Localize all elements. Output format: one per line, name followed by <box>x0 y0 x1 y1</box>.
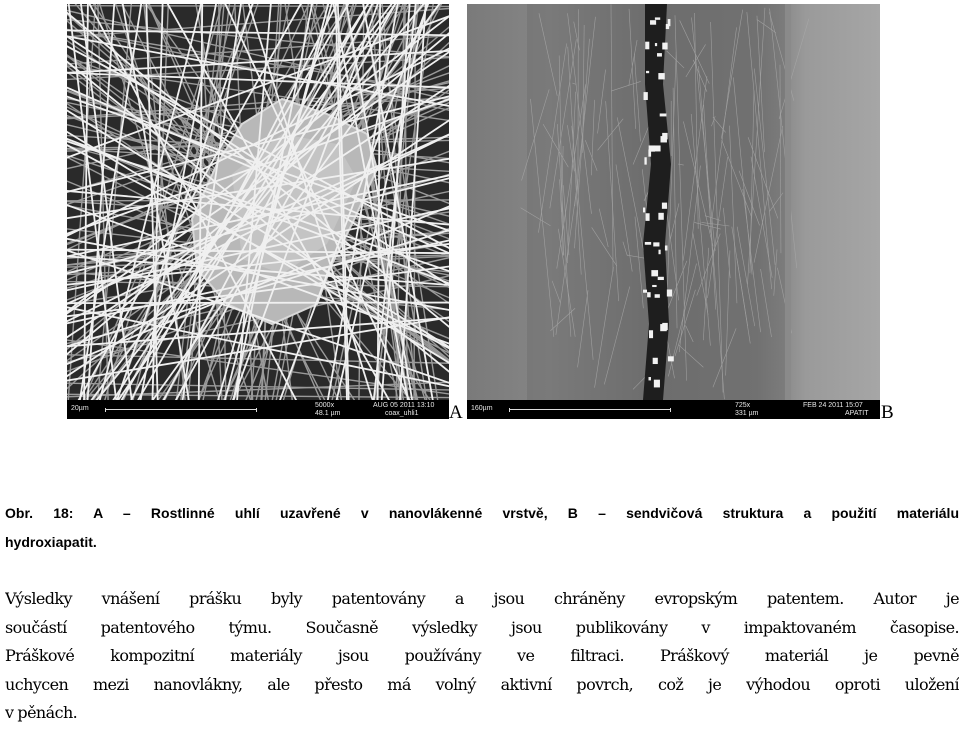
scale-bar <box>509 408 671 412</box>
sem-databar-a <box>67 400 449 419</box>
magnification: 725x <box>735 402 751 409</box>
sem-databar-b <box>467 400 880 419</box>
caption-line: Obr. 18: A – Rostlinné uhlí uzavřené v nanovlákenné vrstvě, B – sendvičová struktura a použití materiálu <box>5 505 959 521</box>
sample-name: coax_uhli1 <box>385 410 419 417</box>
panel-letter-b: B <box>881 402 894 423</box>
body-line: Práškové kompozitní materiály jsou používány ve filtraci. Práškový materiál je pevně <box>5 646 959 665</box>
body-line: v pěnách. <box>5 703 78 722</box>
field-width: 331 µm <box>735 410 759 417</box>
sem-image-b <box>467 4 880 419</box>
datetime: AUG 05 2011 13:10 <box>373 402 435 409</box>
magnification: 5000x <box>315 402 335 409</box>
sem-image-a <box>67 4 449 419</box>
field-width: 48.1 µm <box>315 410 341 417</box>
body-line: Výsledky vnášení prášku byly patentovány a jsou chráněny evropským patentem. Autor je <box>5 589 959 608</box>
caption-line: hydroxiapatit. <box>5 533 97 550</box>
body-line: součástí patentového týmu. Současně výsledky jsou publikovány v impaktovaném časopise. <box>5 617 959 637</box>
sandwich-micrograph-b <box>467 4 880 400</box>
scale-label: 160µm <box>471 405 493 412</box>
nanofiber-micrograph-a <box>67 4 449 400</box>
sample-name: APATIT <box>845 410 869 417</box>
scale-bar <box>105 408 257 412</box>
panel-letter-a: A <box>449 402 463 423</box>
datetime: FEB 24 2011 15:07 <box>803 402 863 409</box>
body-paragraph <box>5 585 959 728</box>
body-line: uchycen mezi nanovlákny, ale přesto má volný aktivní povrch, což je výhodou oproti uložení <box>5 674 959 694</box>
figure-caption <box>5 496 959 553</box>
scale-label: 20µm <box>71 405 89 412</box>
